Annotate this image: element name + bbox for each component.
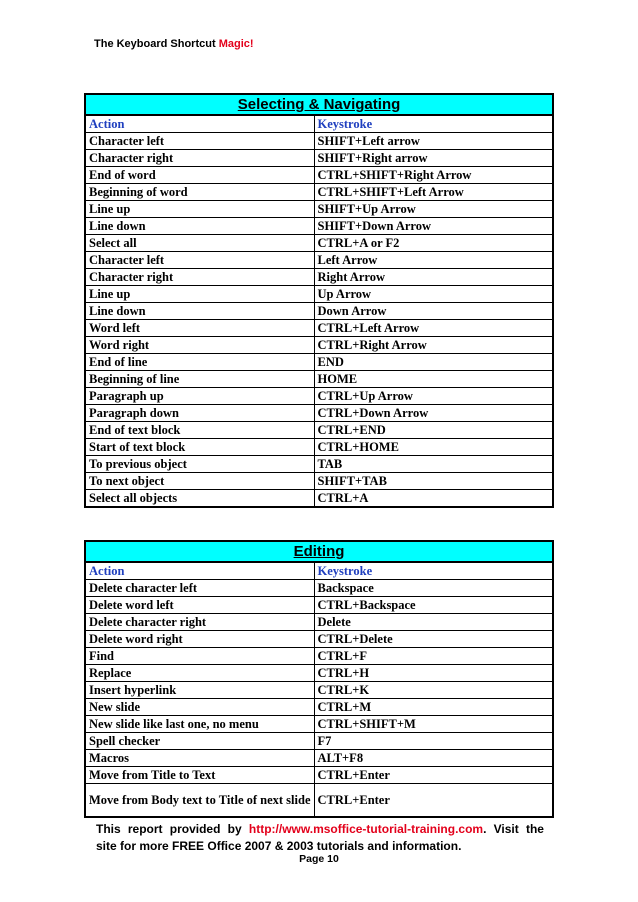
table-row bbox=[85, 614, 553, 631]
table-row bbox=[85, 303, 553, 320]
keystroke-cell: CTRL+Backspace bbox=[314, 597, 553, 614]
keystroke-cell: CTRL+Enter bbox=[314, 767, 553, 784]
keystroke-cell: SHIFT+Left arrow bbox=[314, 133, 553, 150]
keystroke-cell: CTRL+SHIFT+M bbox=[314, 716, 553, 733]
keystroke-cell: END bbox=[314, 354, 553, 371]
action-cell: Select all bbox=[85, 235, 314, 252]
keystroke-cell: Down Arrow bbox=[314, 303, 553, 320]
keystroke-cell: CTRL+Delete bbox=[314, 631, 553, 648]
table-row bbox=[85, 150, 553, 167]
keystroke-cell: CTRL+Enter bbox=[314, 784, 553, 818]
table-row bbox=[85, 439, 553, 456]
keystroke-cell: CTRL+Down Arrow bbox=[314, 405, 553, 422]
table-row bbox=[85, 201, 553, 218]
keystroke-cell: SHIFT+TAB bbox=[314, 473, 553, 490]
table-row bbox=[85, 597, 553, 614]
action-cell: To next object bbox=[85, 473, 314, 490]
header-title: The Keyboard Shortcut bbox=[94, 38, 216, 50]
action-cell: Paragraph down bbox=[85, 405, 314, 422]
table-row bbox=[85, 133, 553, 150]
action-cell: Line up bbox=[85, 286, 314, 303]
keystroke-cell: TAB bbox=[314, 456, 553, 473]
table-row bbox=[85, 422, 553, 439]
table-row bbox=[85, 218, 553, 235]
table-row bbox=[85, 699, 553, 716]
section-title-row bbox=[85, 541, 553, 562]
action-cell: Insert hyperlink bbox=[85, 682, 314, 699]
table-row bbox=[85, 682, 553, 699]
section-title-row bbox=[85, 94, 553, 115]
action-cell: Move from Body text to Title of next slide bbox=[85, 784, 314, 818]
section-title: Selecting & Navigating bbox=[85, 94, 553, 115]
table-row bbox=[85, 456, 553, 473]
action-cell: End of word bbox=[85, 167, 314, 184]
table-row bbox=[85, 388, 553, 405]
keystroke-cell: CTRL+A or F2 bbox=[314, 235, 553, 252]
action-cell: Start of text block bbox=[85, 439, 314, 456]
action-cell: Line up bbox=[85, 201, 314, 218]
action-cell: Beginning of word bbox=[85, 184, 314, 201]
table-row bbox=[85, 733, 553, 750]
section-title: Editing bbox=[85, 541, 553, 562]
table-row bbox=[85, 665, 553, 682]
keystroke-header: Keystroke bbox=[314, 562, 553, 580]
action-cell: Line down bbox=[85, 303, 314, 320]
keystroke-cell: HOME bbox=[314, 371, 553, 388]
keystroke-cell: SHIFT+Up Arrow bbox=[314, 201, 553, 218]
table-row bbox=[85, 784, 553, 818]
table-row bbox=[85, 580, 553, 597]
table-row bbox=[85, 269, 553, 286]
keystroke-cell: F7 bbox=[314, 733, 553, 750]
keystroke-cell: SHIFT+Down Arrow bbox=[314, 218, 553, 235]
keystroke-cell: SHIFT+Right arrow bbox=[314, 150, 553, 167]
footer-text-after: . Visit the site for more FREE Office 2007 & 2003 tutorials and information. bbox=[96, 822, 544, 853]
page-number: Page 10 bbox=[299, 853, 339, 865]
action-cell: End of text block bbox=[85, 422, 314, 439]
action-cell: Character left bbox=[85, 133, 314, 150]
keystroke-cell: CTRL+F bbox=[314, 648, 553, 665]
keystroke-cell: CTRL+A bbox=[314, 490, 553, 508]
table-row bbox=[85, 184, 553, 201]
table-row bbox=[85, 286, 553, 303]
action-cell: Word left bbox=[85, 320, 314, 337]
keystroke-cell: Left Arrow bbox=[314, 252, 553, 269]
table-row bbox=[85, 716, 553, 733]
keystroke-cell: CTRL+M bbox=[314, 699, 553, 716]
keystroke-cell: CTRL+Left Arrow bbox=[314, 320, 553, 337]
action-cell: Macros bbox=[85, 750, 314, 767]
action-cell: New slide like last one, no menu bbox=[85, 716, 314, 733]
report-footer bbox=[96, 821, 544, 855]
keystroke-cell: Right Arrow bbox=[314, 269, 553, 286]
table-row bbox=[85, 473, 553, 490]
table-row bbox=[85, 767, 553, 784]
action-cell: End of line bbox=[85, 354, 314, 371]
footer-text-before: This report provided by bbox=[96, 822, 242, 836]
action-cell: Word right bbox=[85, 337, 314, 354]
keystroke-cell: CTRL+K bbox=[314, 682, 553, 699]
action-header: Action bbox=[85, 562, 314, 580]
table-row bbox=[85, 405, 553, 422]
table-row bbox=[85, 354, 553, 371]
keystroke-cell: CTRL+END bbox=[314, 422, 553, 439]
table-row bbox=[85, 252, 553, 269]
action-header: Action bbox=[85, 115, 314, 133]
keystroke-cell: CTRL+Up Arrow bbox=[314, 388, 553, 405]
table-row bbox=[85, 490, 553, 508]
action-cell: To previous object bbox=[85, 456, 314, 473]
keystroke-cell: CTRL+Right Arrow bbox=[314, 337, 553, 354]
action-cell: Spell checker bbox=[85, 733, 314, 750]
action-cell: Character left bbox=[85, 252, 314, 269]
action-cell: Find bbox=[85, 648, 314, 665]
keystroke-cell: CTRL+SHIFT+Left Arrow bbox=[314, 184, 553, 201]
keystroke-cell: CTRL+SHIFT+Right Arrow bbox=[314, 167, 553, 184]
table-row bbox=[85, 337, 553, 354]
keystroke-cell: ALT+F8 bbox=[314, 750, 553, 767]
site-link[interactable]: http://www.msoffice-tutorial-training.com bbox=[248, 822, 484, 836]
keystroke-cell: CTRL+H bbox=[314, 665, 553, 682]
keystroke-cell: Backspace bbox=[314, 580, 553, 597]
column-header-row bbox=[85, 115, 553, 133]
action-cell: Select all objects bbox=[85, 490, 314, 508]
table-row bbox=[85, 648, 553, 665]
selecting-navigating-table bbox=[84, 93, 554, 508]
keystroke-header: Keystroke bbox=[314, 115, 553, 133]
action-cell: Move from Title to Text bbox=[85, 767, 314, 784]
action-cell: Delete word left bbox=[85, 597, 314, 614]
table-row bbox=[85, 371, 553, 388]
action-cell: Beginning of line bbox=[85, 371, 314, 388]
table-row bbox=[85, 235, 553, 252]
editing-table bbox=[84, 540, 554, 818]
table-row bbox=[85, 750, 553, 767]
keystroke-cell: CTRL+HOME bbox=[314, 439, 553, 456]
action-cell: Character right bbox=[85, 269, 314, 286]
action-cell: Line down bbox=[85, 218, 314, 235]
table-row bbox=[85, 320, 553, 337]
page-header bbox=[94, 38, 254, 50]
header-highlight: Magic! bbox=[218, 38, 254, 50]
column-header-row bbox=[85, 562, 553, 580]
action-cell: Character right bbox=[85, 150, 314, 167]
table-row bbox=[85, 167, 553, 184]
table-row bbox=[85, 631, 553, 648]
action-cell: Delete character right bbox=[85, 614, 314, 631]
keystroke-cell: Delete bbox=[314, 614, 553, 631]
action-cell: Delete word right bbox=[85, 631, 314, 648]
action-cell: Paragraph up bbox=[85, 388, 314, 405]
action-cell: Delete character left bbox=[85, 580, 314, 597]
keystroke-cell: Up Arrow bbox=[314, 286, 553, 303]
action-cell: New slide bbox=[85, 699, 314, 716]
action-cell: Replace bbox=[85, 665, 314, 682]
